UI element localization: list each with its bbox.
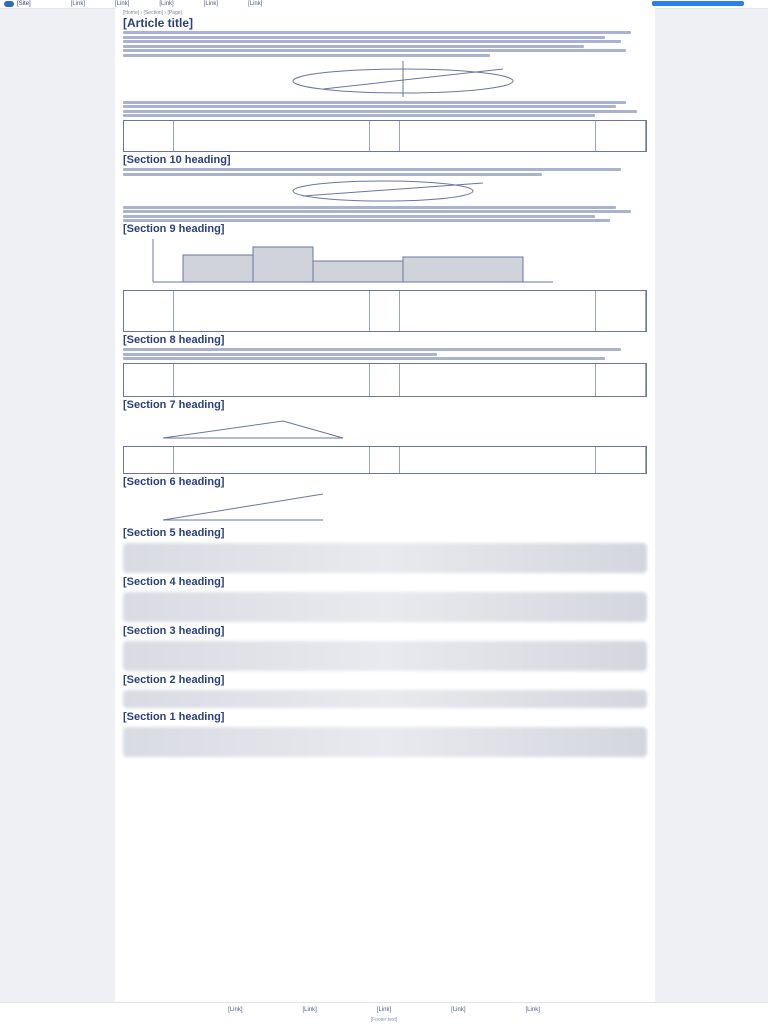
section-heading: [Section 4 heading] [123,576,225,588]
blurred-content [123,641,647,671]
blurred-content [123,727,647,757]
section-heading: [Section 9 heading] [123,223,225,235]
blurred-content [123,592,647,622]
circle-diagram [123,178,647,204]
cta-button[interactable] [652,1,744,6]
footer-link[interactable]: [Link] [302,1007,317,1013]
section-heading: [Section 3 heading] [123,625,225,637]
footer-link[interactable]: [Link] [451,1007,466,1013]
paragraph [123,348,647,360]
nav-item[interactable]: [Link] [115,1,130,7]
histogram-chart [123,237,647,287]
section-heading: [Section 1 heading] [123,711,225,723]
paragraph [123,168,647,176]
paragraph [123,31,647,57]
geometry-diagram [123,413,647,443]
circle-diagram [123,59,647,99]
section-heading: [Section 2 heading] [123,674,225,686]
geometry-diagram [123,490,647,526]
section-heading: [Section 7 heading] [123,399,225,411]
brand-name[interactable]: [Site] [17,1,31,7]
footer-link[interactable]: [Link] [525,1007,540,1013]
section-heading: [Section 6 heading] [123,476,225,488]
logo-icon[interactable] [4,1,14,7]
footer [0,1002,768,1025]
footer-note: [Footer text] [370,1017,398,1023]
footer-link[interactable]: [Link] [376,1007,392,1013]
main-nav [71,1,263,7]
section-heading: [Section 8 heading] [123,334,225,346]
mark-scheme-table [123,290,647,332]
blurred-content [123,690,647,708]
nav-item[interactable]: [Link] [70,1,86,7]
mark-scheme-table [123,120,647,152]
page-title: [Article title] [123,16,194,30]
section-heading: [Section 5 heading] [123,527,225,539]
paragraph [123,101,647,118]
paragraph [123,206,647,223]
section-heading: [Section 10 heading] [123,154,231,166]
mark-scheme-table [123,446,647,474]
footer-nav [0,1007,768,1013]
nav-item[interactable]: [Link] [248,1,263,7]
nav-item[interactable]: [Link] [159,1,174,7]
nav-item[interactable]: [Link] [203,1,219,7]
article-page [115,8,655,1002]
footer-link[interactable]: [Link] [228,1007,243,1013]
breadcrumb: [Home] › [Section] › [Page] [123,10,182,16]
blurred-content [123,543,647,573]
mark-scheme-table [123,363,647,397]
